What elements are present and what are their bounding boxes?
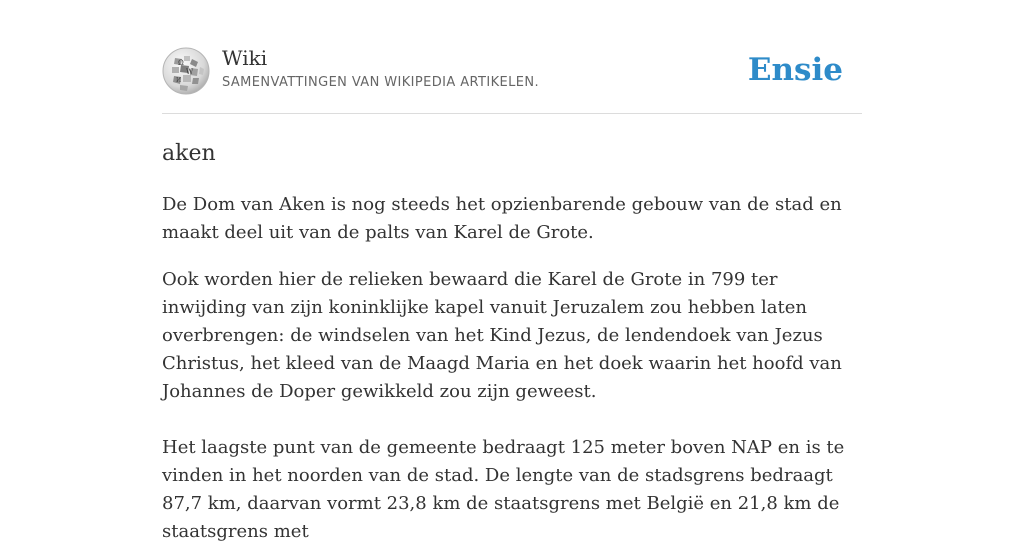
wikipedia-globe-icon[interactable] bbox=[162, 47, 210, 95]
brand-logo-link[interactable]: Ensie bbox=[747, 52, 843, 88]
site-name[interactable]: Wiki bbox=[222, 46, 268, 70]
article-paragraph: De Dom van Aken is nog steeds het opzienbarende gebouw van de stad en maakt deel uit van de palts van Karel de Grote. bbox=[162, 194, 842, 243]
content-container bbox=[162, 0, 862, 546]
article-title: aken bbox=[162, 141, 216, 166]
article-paragraph: Het laagste punt van de gemeente bedraagt 125 meter boven NAP en is te vinden in het noorden van de stad. De lengte van de stadsgrens bedraagt 87,7 km, daarvan vormt 23,8 km de staatsgrens met België en 21,8 km de staatsgrens met bbox=[162, 437, 845, 542]
article-paragraph: Ook worden hier de relieken bewaard die Karel de Grote in 799 ter inwijding van zijn koninklijke kapel vanuit Jeruzalem zou hebben laten overbrengen: de windselen van het Kind Jezus, de lendendoek van Jezus Christus, het kleed van de Maagd Maria en het doek waarin het hoofd van Johannes de Doper gewikkeld zou zijn geweest. bbox=[162, 269, 842, 402]
site-header bbox=[162, 0, 862, 114]
site-tagline: SAMENVATTINGEN VAN WIKIPEDIA ARTIKELEN. bbox=[222, 75, 540, 90]
svg-text:W: W bbox=[186, 68, 194, 76]
svg-text:Ω: Ω bbox=[178, 59, 184, 67]
svg-text:И: И bbox=[176, 77, 182, 84]
